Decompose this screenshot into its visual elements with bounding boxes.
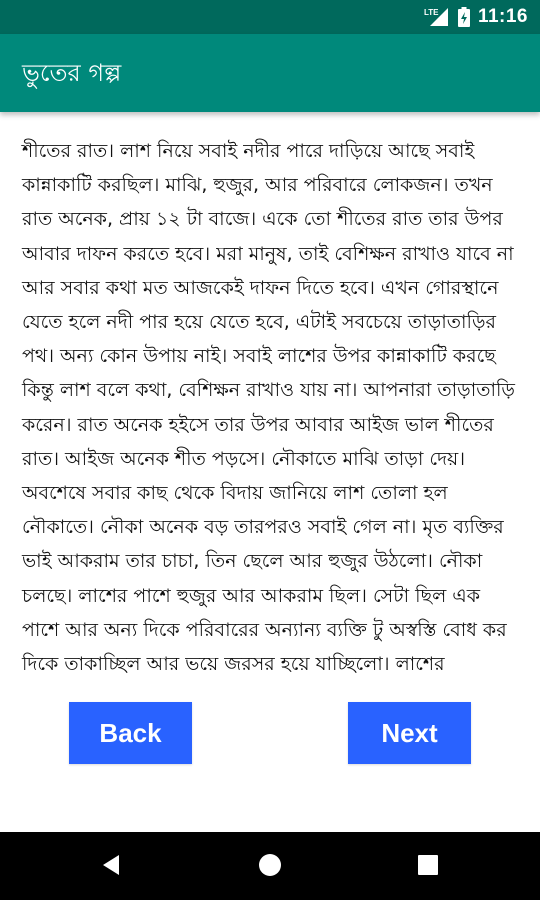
nav-back-button[interactable]	[97, 852, 127, 882]
next-button[interactable]: Next	[348, 702, 471, 764]
app-bar	[0, 34, 540, 112]
nav-recents-button[interactable]	[413, 852, 443, 882]
nav-home-icon	[257, 852, 283, 882]
story-text: শীতের রাত। লাশ নিয়ে সবাই নদীর পারে দাড়িয়ে আছে সবাই কান্নাকাটি করছিল। মাঝি, হুজুর, আর পরিবারে লোকজন। তখন রাত অনেক, প্রায় ১২ টা বাজে। একে তো শীতের রাত তার উপর আবার দাফন করতে হবে। মরা মানুষ, তাই বেশিক্ষন রাখাও যাবে না আর সবার কথা মত আজকেই দাফন দিতে হবে। এখন গোরস্থানে যেতে হলে নদী পার হয়ে যেতে হবে, এটাই সবচেয়ে তাড়াতাড়ির পথ। অন্য কোন উপায় নাই। সবাই লাশের উপর কান্নাকাটি করছে কিন্তু লাশ বলে কথা, বেশিক্ষন রাখাও যায় না। আপনারা তাড়াতাড়ি করেন। রাত অনেক হইসে তার উপর আবার আইজ ভাল শীতের রাত। আইজ অনেক শীত পড়সে। নৌকাতে মাঝি তাড়া দেয়। অবশেষে সবার কাছ থেকে বিদায় জানিয়ে লাশ তোলা হল নৌকাতে। নৌকা অনেক বড় তারপরও সবাই গেল না। মৃত ব্যক্তির ভাই আকরাম তার চাচা, তিন ছেলে আর হুজুর উঠলো। নৌকা চলছে। লাশের পাশে হুজুর আর আকরাম ছিল। সেটা ছিল এক পাশে আর অন্য দিকে পরিবারের অন্যান্য ব্যক্তি টু অস্বস্তি বোধ কর দিকে তাকাচ্ছিল আর ভয়ে জরসর হয়ে যাচ্ছিলো। লাশের	[22, 140, 515, 676]
svg-text:LTE: LTE	[423, 8, 439, 17]
nav-recents-icon	[416, 853, 440, 881]
status-time: 11:16	[477, 6, 528, 27]
back-button[interactable]: Back	[69, 702, 192, 764]
battery-charging-icon	[458, 7, 470, 27]
lte-signal-icon	[424, 7, 450, 27]
nav-home-button[interactable]	[255, 852, 285, 882]
status-icons	[424, 0, 528, 34]
status-bar	[0, 0, 540, 34]
app-title: ভুতের গল্প	[22, 59, 122, 87]
nav-back-icon	[99, 852, 125, 882]
system-navigation-bar	[0, 832, 540, 900]
